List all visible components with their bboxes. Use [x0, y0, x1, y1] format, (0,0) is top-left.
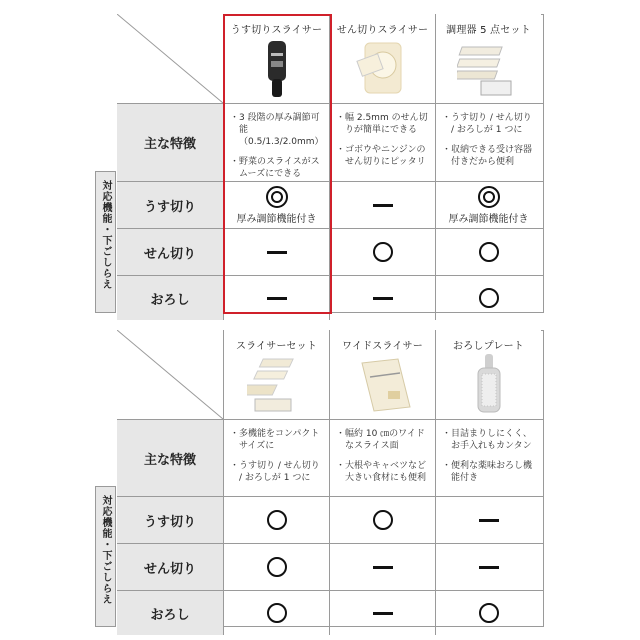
feature-text: 野菜のスライスがスムーズにできる [239, 157, 320, 179]
circle-mark [267, 510, 287, 530]
julienne-slicer-image [330, 38, 435, 100]
feature-text: 目詰まりしにくく、お手入れもカンタン [451, 429, 532, 451]
features-cell: ・ 幅 2.5mm のせん切りが簡単にできる ・ ゴボウやニンジンのせん切りにピッタリ [329, 104, 435, 181]
mark-cell [435, 182, 541, 228]
corner-cell [117, 330, 223, 419]
product-name: おろしプレート [453, 341, 524, 352]
oroshi-row [117, 590, 543, 635]
feature-text: 大根やキャベツなど大きい食材にも便利 [345, 461, 427, 483]
row-label-oroshi: おろし [117, 591, 223, 635]
table2 [117, 330, 543, 635]
diagonal-line [117, 330, 223, 419]
usu-row [117, 496, 543, 543]
mark-cell [435, 497, 541, 543]
mark-cell [329, 276, 435, 320]
row-label-usu: うす切り [117, 182, 223, 228]
double-circle-mark [478, 186, 500, 208]
recommended-highlight [223, 14, 332, 314]
feature-text: ゴボウやニンジンのせん切りにピッタリ [345, 145, 426, 167]
row-label-sen: せん切り [117, 229, 223, 275]
slicer-set-image [224, 354, 329, 416]
mark-note: 厚み調節機能付き [236, 213, 317, 225]
mark-cell [435, 276, 541, 320]
mark-cell [329, 591, 435, 635]
mark-cell [435, 591, 541, 635]
product-header [435, 330, 541, 419]
feature-text: 幅 2.5mm のせん切りが簡単にできる [345, 113, 428, 135]
product-name: せん切りスライサー [336, 25, 429, 36]
circle-mark [479, 603, 499, 623]
mark-cell [435, 544, 541, 590]
product-header [435, 14, 541, 103]
mark-cell [223, 591, 329, 635]
product-name: ワイドスライサー [342, 341, 423, 352]
side-label-text: 対応機能・下ごしらえ [100, 495, 111, 605]
feature-text: 幅約 10 ㎝のワイドなスライス面 [345, 429, 425, 451]
circle-mark [267, 603, 287, 623]
feature-text: 収納できる受け容器付きだから便利 [451, 145, 533, 167]
wide-slicer-image [330, 354, 435, 416]
row-label-features: 主な特徴 [117, 104, 223, 181]
dash-mark [373, 297, 393, 300]
grater-plate-image [436, 354, 541, 416]
features-row [117, 419, 543, 496]
table1-side-label [95, 171, 116, 313]
dash-mark [373, 566, 393, 569]
feature-text: うす切り / せん切り / おろしが 1 つに [451, 113, 532, 135]
mark-cell [329, 229, 435, 275]
circle-mark [479, 242, 499, 262]
feature-text: 3 段階の厚み調節可能（0.5/1.3/2.0mm） [239, 113, 324, 147]
dash-mark [479, 519, 499, 522]
mark-cell [435, 229, 541, 275]
product-name: うす切りスライサー [230, 25, 323, 36]
row-label-usu: うす切り [117, 497, 223, 543]
side-label-text: 対応機能・下ごしらえ [100, 180, 111, 290]
mark-cell [329, 544, 435, 590]
product-header [223, 330, 329, 419]
features-cell: ・ 幅約 10 ㎝のワイドなスライス面 ・ 大根やキャベツなど大きい食材にも便利 [329, 420, 435, 496]
features-cell: ・ 3 段階の厚み調節可能（0.5/1.3/2.0mm） ・ 野菜のスライスがスムーズにできる [223, 104, 329, 181]
circle-mark [373, 242, 393, 262]
corner-cell [117, 14, 223, 103]
row-label-features: 主な特徴 [117, 420, 223, 496]
circle-mark [479, 288, 499, 308]
table2-header-row [117, 330, 543, 419]
mark-cell [329, 182, 435, 228]
mark-cell [223, 544, 329, 590]
feature-text: 便利な薬味おろし機能付き [451, 461, 533, 483]
dash-mark [479, 566, 499, 569]
five-piece-set-image [436, 38, 541, 100]
diagonal-line [117, 14, 223, 103]
product-name: 調理器 5 点セット [446, 25, 531, 36]
product-header [329, 14, 435, 103]
features-cell: ・ 目詰まりしにくく、お手入れもカンタン ・ 便利な薬味おろし機能付き [435, 420, 541, 496]
sen-row [117, 543, 543, 590]
row-label-sen: せん切り [117, 544, 223, 590]
features-cell: ・ 多機能をコンパクトサイズに ・ うす切り / せん切り / おろしが 1 つに [223, 420, 329, 496]
row-label-oroshi: おろし [117, 276, 223, 320]
product-header [329, 330, 435, 419]
mark-cell [223, 497, 329, 543]
dash-mark [373, 612, 393, 615]
features-cell: ・ うす切り / せん切り / おろしが 1 つに ・ 収納できる受け容器付きだから便利 [435, 104, 541, 181]
circle-mark [267, 557, 287, 577]
feature-text: 多機能をコンパクトサイズに [239, 429, 320, 451]
mark-note: 厚み調節機能付き [448, 213, 529, 225]
feature-text: うす切り / せん切り / おろしが 1 つに [239, 461, 320, 483]
table2-side-label [95, 486, 116, 627]
mark-cell [329, 497, 435, 543]
circle-mark [373, 510, 393, 530]
dash-mark [373, 204, 393, 207]
product-name: スライサーセット [235, 341, 318, 352]
